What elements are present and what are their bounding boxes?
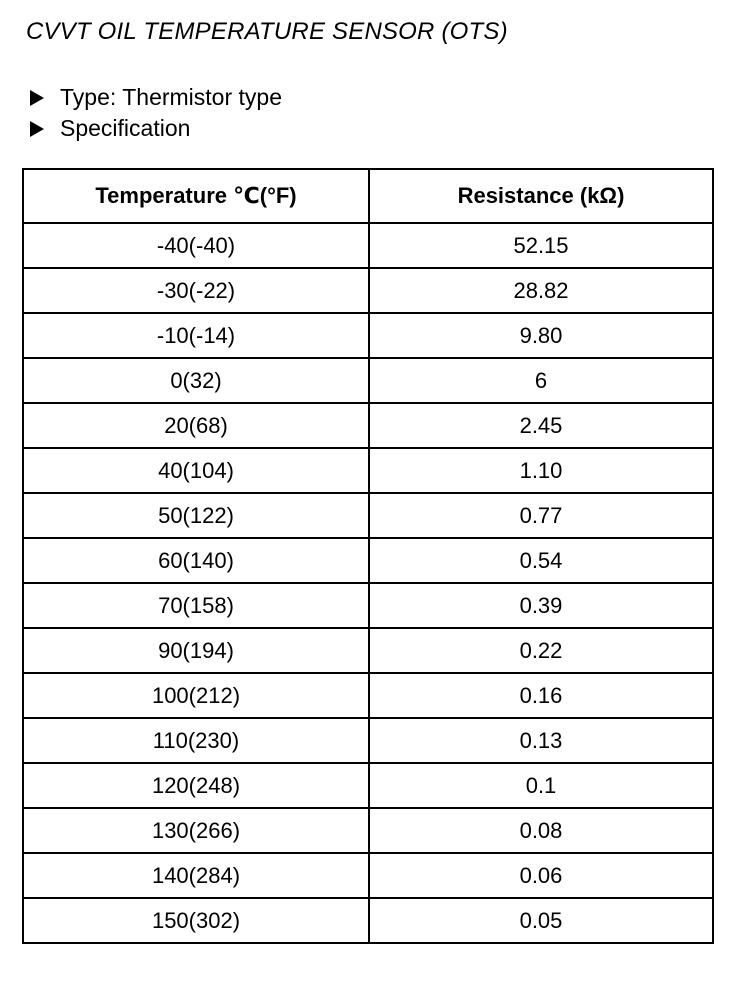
bullet-type [30, 82, 282, 113]
table-row [23, 403, 713, 448]
bullet-specification [30, 113, 282, 144]
table-row [23, 808, 713, 853]
temperature-cell: 40(104) [23, 448, 369, 493]
bullet-specification-text: Specification [60, 115, 191, 141]
resistance-cell: 0.22 [369, 628, 713, 673]
resistance-cell: 0.13 [369, 718, 713, 763]
resistance-cell: 0.54 [369, 538, 713, 583]
table-row [23, 358, 713, 403]
temperature-cell: 110(230) [23, 718, 369, 763]
resistance-column-header: Resistance (kΩ) [369, 169, 713, 223]
resistance-cell: 52.15 [369, 223, 713, 268]
temperature-cell: 130(266) [23, 808, 369, 853]
temperature-cell: 60(140) [23, 538, 369, 583]
temperature-cell: 20(68) [23, 403, 369, 448]
table-row [23, 898, 713, 943]
table-row [23, 538, 713, 583]
resistance-cell: 0.77 [369, 493, 713, 538]
page-title: CVVT OIL TEMPERATURE SENSOR (OTS) [26, 18, 508, 45]
resistance-cell: 28.82 [369, 268, 713, 313]
resistance-cell: 9.80 [369, 313, 713, 358]
table-row [23, 628, 713, 673]
table-row [23, 268, 713, 313]
resistance-cell: 2.45 [369, 403, 713, 448]
resistance-cell: 0.06 [369, 853, 713, 898]
temperature-cell: -10(-14) [23, 313, 369, 358]
specification-table [22, 168, 714, 944]
temperature-cell: 120(248) [23, 763, 369, 808]
table-row [23, 313, 713, 358]
table-row [23, 223, 713, 268]
table-row [23, 853, 713, 898]
resistance-cell: 0.08 [369, 808, 713, 853]
resistance-cell: 6 [369, 358, 713, 403]
temperature-cell: 140(284) [23, 853, 369, 898]
temperature-cell: -30(-22) [23, 268, 369, 313]
temperature-column-header: Temperature ℃(°F) [23, 169, 369, 223]
resistance-cell: 0.16 [369, 673, 713, 718]
triangle-right-icon [30, 121, 44, 137]
table-row [23, 673, 713, 718]
table-row [23, 448, 713, 493]
table-row [23, 763, 713, 808]
table-row [23, 493, 713, 538]
triangle-right-icon [30, 90, 44, 106]
temperature-cell: 70(158) [23, 583, 369, 628]
resistance-cell: 1.10 [369, 448, 713, 493]
bullet-type-text: Type: Thermistor type [60, 84, 282, 110]
resistance-cell: 0.39 [369, 583, 713, 628]
temperature-cell: 100(212) [23, 673, 369, 718]
table-row [23, 718, 713, 763]
temperature-cell: 0(32) [23, 358, 369, 403]
spec-bullet-list [30, 82, 282, 144]
temperature-cell: 90(194) [23, 628, 369, 673]
temperature-cell: 150(302) [23, 898, 369, 943]
resistance-cell: 0.1 [369, 763, 713, 808]
resistance-cell: 0.05 [369, 898, 713, 943]
temperature-cell: 50(122) [23, 493, 369, 538]
table-row [23, 583, 713, 628]
temperature-cell: -40(-40) [23, 223, 369, 268]
table-header-row [23, 169, 713, 223]
